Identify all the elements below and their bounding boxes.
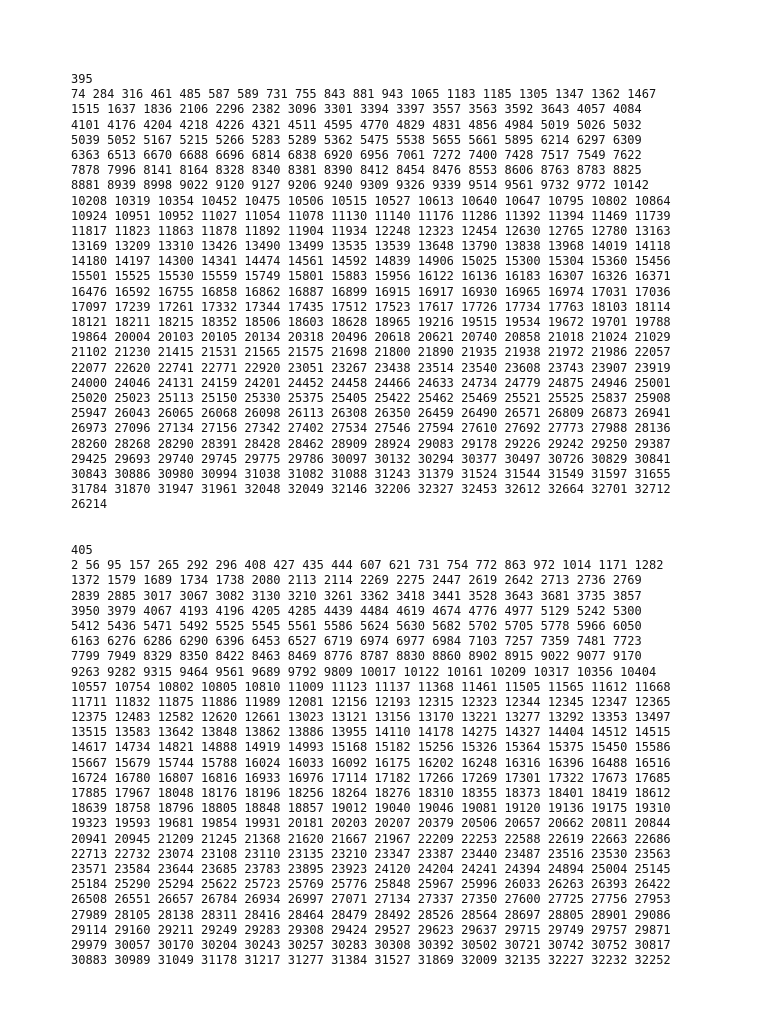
number-line: 26973 27096 27134 27156 27342 27402 27534 27546 27594 27610 27692 27773 27988 28136: [71, 421, 671, 436]
number-line: 30843 30886 30980 30994 31038 31082 31088 31243 31379 31524 31544 31549 31597 31655: [71, 466, 671, 481]
number-line: 13169 13209 13310 13426 13490 13499 13535 13539 13648 13790 13838 13968 14019 14118: [71, 239, 671, 254]
number-line: 29114 29160 29211 29249 29283 29308 29424 29527 29623 29637 29715 29749 29757 29871: [71, 922, 671, 937]
number-line: 10924 10951 10952 11027 11054 11078 11130 11140 11176 11286 11392 11394 11469 11739: [71, 208, 671, 223]
number-line: 7878 7996 8141 8164 8328 8340 8381 8390 8412 8454 8476 8553 8606 8763 8783 8825: [71, 163, 642, 178]
number-line: 24000 24046 24131 24159 24201 24452 24458 24466 24633 24734 24779 24875 24946 25001: [71, 375, 671, 390]
number-line: 17097 17239 17261 17332 17344 17435 17512 17523 17617 17726 17734 17763 18103 18114: [71, 299, 671, 314]
number-line: 17885 17967 18048 18176 18196 18256 18264 18276 18310 18355 18373 18401 18419 18612: [71, 786, 671, 801]
number-line: 21102 21230 21415 21531 21565 21575 21698 21800 21890 21935 21938 21972 21986 22057: [71, 345, 671, 360]
number-line: 20941 20945 21209 21245 21368 21620 21667 21967 22209 22253 22588 22619 22663 22686: [71, 831, 671, 846]
number-line: 2839 2885 3017 3067 3082 3130 3210 3261 3362 3418 3441 3528 3643 3681 3735 3857: [71, 588, 642, 603]
block-count: 395: [71, 72, 93, 86]
number-line: 18121 18211 18215 18352 18506 18603 18628 18965 19216 19515 19534 19672 19701 19788: [71, 315, 671, 329]
number-line: 28260 28268 28290 28391 28428 28462 28909 28924 29083 29178 29226 29242 29250 29387: [71, 436, 671, 451]
number-line: 11711 11832 11875 11886 11989 12081 12156 12193 12315 12323 12344 12345 12347 12365: [71, 694, 671, 709]
block-separator: [71, 512, 761, 543]
number-line: 22077 22620 22741 22771 22920 23051 23267 23438 23514 23540 23608 23743 23907 23919: [71, 360, 671, 375]
number-line: 6363 6513 6670 6688 6696 6814 6838 6920 6956 7061 7272 7400 7428 7517 7549 7622: [71, 147, 642, 162]
number-line: 29979 30057 30170 30204 30243 30257 30283 30308 30392 30502 30721 30742 30752 30817: [71, 937, 671, 952]
number-line: 13515 13583 13642 13848 13862 13886 13955 14110 14178 14275 14327 14404 14512 14515: [71, 725, 671, 740]
number-block: [71, 543, 761, 968]
number-line: 12375 12483 12582 12620 12661 13023 13121 13156 13170 13221 13277 13292 13353 13497: [71, 710, 671, 725]
number-line: 19323 19593 19681 19854 19931 20181 20203 20207 20379 20506 20657 20662 20811 20844: [71, 816, 671, 831]
number-line: 23571 23584 23644 23685 23783 23895 23923 24120 24204 24241 24394 24894 25004 25145: [71, 861, 671, 876]
number-line: 15667 15679 15744 15788 16024 16033 16092 16175 16202 16248 16316 16396 16488 16516: [71, 755, 671, 770]
number-line: 25184 25290 25294 25622 25723 25769 25776 25848 25967 25996 26033 26263 26393 26422: [71, 877, 671, 892]
number-line: 3950 3979 4067 4193 4196 4205 4285 4439 4484 4619 4674 4776 4977 5129 5242 5300: [71, 603, 642, 618]
number-line: 5412 5436 5471 5492 5525 5545 5561 5586 5624 5630 5682 5702 5705 5778 5966 6050: [71, 618, 642, 633]
number-line: 18639 18758 18796 18805 18848 18857 19012 19040 19046 19081 19120 19136 19175 19310: [71, 801, 671, 816]
number-line: 7799 7949 8329 8350 8422 8463 8469 8776 8787 8830 8860 8902 8915 9022 9077 9170: [71, 649, 642, 664]
number-line: 29425 29693 29740 29745 29775 29786 30097 30132 30294 30377 30497 30726 30829 30841: [71, 451, 671, 466]
number-line: 14617 14734 14821 14888 14919 14993 15168 15182 15256 15326 15364 15375 15450 15586: [71, 740, 671, 755]
number-line: 25947 26043 26065 26068 26098 26113 26308 26350 26459 26490 26571 26809 26873 26941: [71, 406, 671, 421]
number-line: 19864 20004 20103 20105 20134 20318 20496 20618 20621 20740 20858 21018 21024 21029: [71, 330, 671, 345]
number-line: 10208 10319 10354 10452 10475 10506 10515 10527 10613 10640 10647 10795 10802 10864: [71, 193, 671, 208]
number-line: 15501 15525 15530 15559 15749 15801 15883 15956 16122 16136 16183 16307 16326 16371: [71, 269, 671, 284]
number-line: 4101 4176 4204 4218 4226 4321 4511 4595 4770 4829 4831 4856 4984 5019 5026 5032: [71, 117, 642, 132]
number-line: 6163 6276 6286 6290 6396 6453 6527 6719 6974 6977 6984 7103 7257 7359 7481 7723: [71, 634, 642, 649]
number-line: 10557 10754 10802 10805 10810 11009 11123 11137 11368 11461 11505 11565 11612 11668: [71, 679, 671, 694]
number-listing: [71, 72, 761, 968]
number-line: 5039 5052 5167 5215 5266 5283 5289 5362 5475 5538 5655 5661 5895 6214 6297 6309: [71, 132, 642, 147]
number-line: 8881 8939 8998 9022 9120 9127 9206 9240 9309 9326 9339 9514 9561 9732 9772 10142: [71, 178, 649, 193]
number-line: 26214: [71, 497, 108, 512]
number-line: 74 284 316 461 485 587 589 731 755 843 881 943 1065 1183 1185 1305 1347 1362 1467: [71, 87, 657, 102]
number-line: 25020 25023 25113 25150 25330 25375 25405 25422 25462 25469 25521 25525 25837 25908: [71, 390, 671, 405]
number-line: 30883 30989 31049 31178 31217 31277 31384 31527 31869 32009 32135 32227 32232 32252: [71, 953, 671, 968]
block-count: 405: [71, 543, 93, 558]
number-line: 31784 31870 31947 31961 32048 32049 32146 32206 32327 32453 32612 32664 32701 32712: [71, 482, 671, 497]
number-line: 16476 16592 16755 16858 16862 16887 16899 16915 16917 16930 16965 16974 17031 17036: [71, 284, 671, 299]
number-line: 9263 9282 9315 9464 9561 9689 9792 9809 10017 10122 10161 10209 10317 10356 10404: [71, 664, 657, 679]
number-line: 11817 11823 11863 11878 11892 11904 11934 12248 12323 12454 12630 12765 12780 13163: [71, 223, 671, 238]
number-line: 26508 26551 26657 26784 26934 26997 27071 27134 27337 27350 27600 27725 27756 27953: [71, 892, 671, 907]
number-line: 2 56 95 157 265 292 296 408 427 435 444 607 621 731 754 772 863 972 1014 1171 1282: [71, 558, 664, 573]
number-line: 1372 1579 1689 1734 1738 2080 2113 2114 2269 2275 2447 2619 2642 2713 2736 2769: [71, 573, 642, 588]
number-line: 22713 22732 23074 23108 23110 23135 23210 23347 23387 23440 23487 23516 23530 23563: [71, 846, 671, 861]
number-block: [71, 72, 761, 512]
number-line: 27989 28105 28138 28311 28416 28464 28479 28492 28526 28564 28697 28805 28901 29086: [71, 907, 671, 922]
number-line: 16724 16780 16807 16816 16933 16976 17114 17182 17266 17269 17301 17322 17673 17685: [71, 770, 671, 785]
number-line: 1515 1637 1836 2106 2296 2382 3096 3301 3394 3397 3557 3563 3592 3643 4057 4084: [71, 102, 642, 117]
number-line: 14180 14197 14300 14341 14474 14561 14592 14839 14906 15025 15300 15304 15360 15456: [71, 254, 671, 269]
